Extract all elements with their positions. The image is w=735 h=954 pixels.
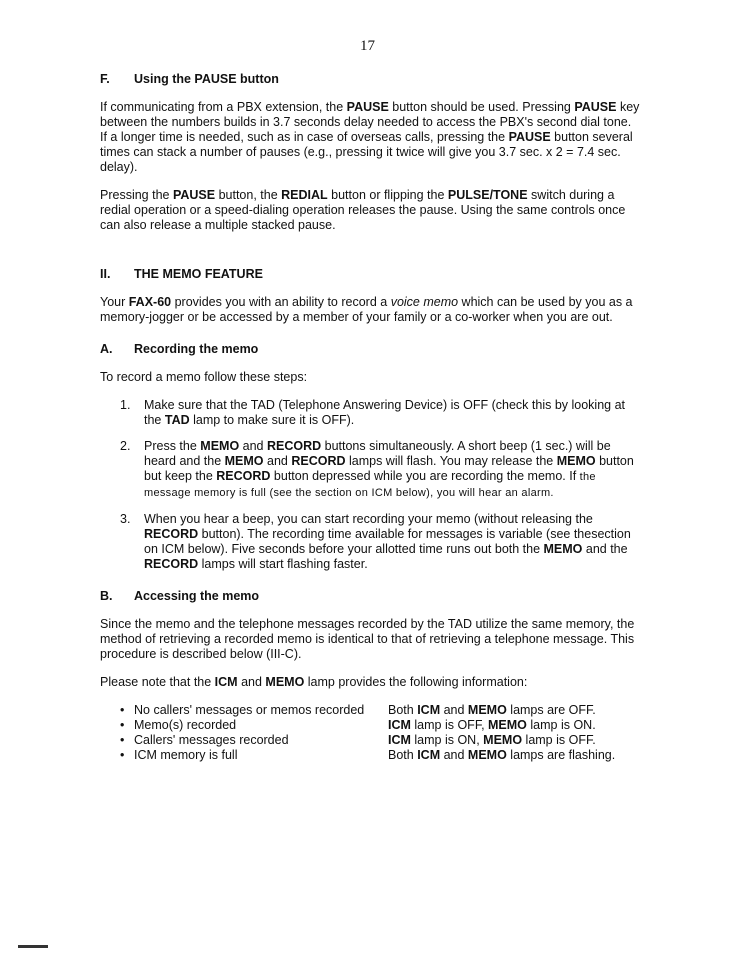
step-text <box>144 398 640 428</box>
text-run: lamp provides the following information: <box>304 675 528 689</box>
lamp-status-row <box>100 718 640 733</box>
bold-term: PAUSE <box>508 130 551 144</box>
section-ii-paragraph <box>100 295 640 325</box>
bold-term: MEMO <box>556 454 596 468</box>
section-ii-number: II. <box>100 267 111 281</box>
text-run: provides you with an ability to record a <box>171 295 391 309</box>
bold-term: ICM <box>214 675 238 689</box>
section-a-title: Recording the memo <box>134 342 259 356</box>
bold-term: MEMO <box>483 733 523 747</box>
section-b-paragraph-1 <box>100 617 640 662</box>
bold-term: MEMO <box>467 748 507 762</box>
recording-steps-list <box>100 398 640 572</box>
text-run: button but keep the <box>144 454 634 483</box>
text-run: lamps will start flashing faster. <box>198 557 368 571</box>
bold-term: MEMO <box>200 439 240 453</box>
text-run: lamp is ON, <box>410 733 484 747</box>
bold-term: PULSE/TONE <box>447 188 528 202</box>
text-run: lamps will flash. You may release the <box>345 454 557 468</box>
text-run: and <box>239 439 267 453</box>
text-run: button). The recording time available for messages is variable (see thesection on ICM below). Five seconds before your allotted time runs out both the <box>144 527 631 556</box>
bold-term: MEMO <box>467 703 507 717</box>
section-f-paragraph-1 <box>100 100 640 175</box>
section-f-title: Using the PAUSE button <box>134 72 279 86</box>
text-run: button depressed while you are recording the memo. If <box>270 469 580 483</box>
lamp-status-table <box>100 703 640 763</box>
lamp-status-row <box>100 748 640 763</box>
step-number: 1. <box>120 398 131 412</box>
text-run: button or flipping the <box>327 188 448 202</box>
text-run: and <box>237 675 266 689</box>
step-item <box>120 512 640 572</box>
text-run: lamps are OFF. <box>506 703 596 717</box>
text-run: lamp to make sure it is OFF). <box>189 413 355 427</box>
step-text <box>144 439 640 501</box>
text-run: button, the <box>215 188 282 202</box>
section-b-number: B. <box>100 589 113 603</box>
bullet: • <box>120 718 125 732</box>
bullet: • <box>120 748 125 762</box>
text-run: and <box>263 454 292 468</box>
text-run: Make sure that the TAD (Telephone Answering Device) is OFF (check this by looking at the <box>144 398 625 427</box>
text-run: Pressing the <box>100 188 173 202</box>
bullet: • <box>120 703 125 717</box>
bold-term: PAUSE <box>172 188 216 202</box>
bold-term: MEMO <box>265 675 305 689</box>
step-number: 2. <box>120 439 131 453</box>
bold-term: FAX-60 <box>128 295 172 309</box>
bold-term: TAD <box>164 413 190 427</box>
section-f-heading <box>100 72 640 87</box>
text-run: the message memory is full (see the section on ICM below), you will hear an alarm. <box>144 471 596 499</box>
lamp-status-row <box>100 733 640 748</box>
text-run: When you hear a beep, you can start recording your memo (without releasing the <box>144 512 593 526</box>
section-a-heading <box>100 342 640 357</box>
section-ii-heading <box>100 267 640 282</box>
section-a-intro: To record a memo follow these steps: <box>100 370 308 384</box>
text-run: Both <box>388 748 418 762</box>
status-condition: ICM memory is full <box>134 748 238 762</box>
bold-term: RECORD <box>144 557 199 571</box>
status-description <box>388 703 640 718</box>
text-run: Since the memo and the telephone messages recorded by the TAD utilize the same memory, the method of retrieving a recorded memo is identical to that of retrieving a telephone message. This procedure is described below (III-C). <box>100 617 635 661</box>
section-b-heading <box>100 589 640 604</box>
step-item <box>120 439 640 501</box>
text-run: key between the numbers builds in 3.7 seconds delay needed to access the PBX's second dial tone. If a longer time is needed, such as in case of overseas calls, pressing the <box>100 100 640 144</box>
step-text <box>144 512 640 572</box>
section-a-number: A. <box>100 342 113 356</box>
text-run: buttons simultaneously. A short beep (1 sec.) will be heard and the <box>144 439 611 468</box>
bold-term: ICM <box>388 733 411 747</box>
document-body <box>100 72 640 763</box>
text-run: and <box>440 748 468 762</box>
section-b-paragraph-2 <box>100 675 640 690</box>
bold-term: MEMO <box>543 542 583 556</box>
bold-term: ICM <box>388 718 411 732</box>
bullet: • <box>120 733 125 747</box>
text-run: If communicating from a PBX extension, the <box>100 100 347 114</box>
italic-term: voice memo <box>390 295 459 309</box>
text-run: and the <box>582 542 628 556</box>
section-f-number: F. <box>100 72 110 86</box>
bold-term: PAUSE <box>346 100 389 114</box>
bold-term: PAUSE <box>574 100 617 114</box>
status-condition: Callers' messages recorded <box>134 733 289 747</box>
section-ii-title: THE MEMO FEATURE <box>134 267 263 281</box>
status-description <box>388 748 640 763</box>
text-run: lamp is ON. <box>526 718 596 732</box>
status-condition: Memo(s) recorded <box>134 718 237 732</box>
text-run: lamp is OFF. <box>522 733 596 747</box>
step-item <box>120 398 640 428</box>
page-number: 17 <box>360 38 375 54</box>
bold-term: ICM <box>417 748 441 762</box>
text-run: Your <box>100 295 129 309</box>
text-run: Please note that the <box>100 675 215 689</box>
bold-term: ICM <box>417 703 441 717</box>
status-condition: No callers' messages or memos recorded <box>134 703 365 717</box>
status-description <box>388 718 640 733</box>
text-run: button several times can stack a number of pauses (e.g., pressing it twice will give you 3.7 sec. x 2 = 7.4 sec. delay). <box>100 130 633 174</box>
text-run: Both <box>388 703 418 717</box>
bold-term: RECORD <box>144 527 199 541</box>
status-description <box>388 733 640 748</box>
bold-term: RECORD <box>216 469 271 483</box>
text-run: button should be used. Pressing <box>388 100 575 114</box>
step-number: 3. <box>120 512 131 526</box>
text-run: lamps are flashing. <box>506 748 616 762</box>
scan-mark <box>18 945 48 948</box>
text-run: switch during a redial operation or a speed-dialing operation releases the pause. Using the same controls once can also release a multiple stacked pause. <box>100 188 626 232</box>
bold-term: MEMO <box>488 718 527 732</box>
bold-term: RECORD <box>291 454 346 468</box>
section-b-title: Accessing the memo <box>134 589 260 603</box>
bold-term: MEMO <box>224 454 264 468</box>
lamp-status-row <box>100 703 640 718</box>
text-run: Press the <box>144 439 201 453</box>
bold-term: REDIAL <box>281 188 328 202</box>
text-run: which can be used by you as a memory-jogger or be accessed by a member of your family or a co-worker when you are out. <box>100 295 633 324</box>
bold-term: RECORD <box>266 439 322 453</box>
text-run: lamp is OFF, <box>410 718 489 732</box>
text-run: and <box>440 703 468 717</box>
section-f-paragraph-2 <box>100 188 640 233</box>
